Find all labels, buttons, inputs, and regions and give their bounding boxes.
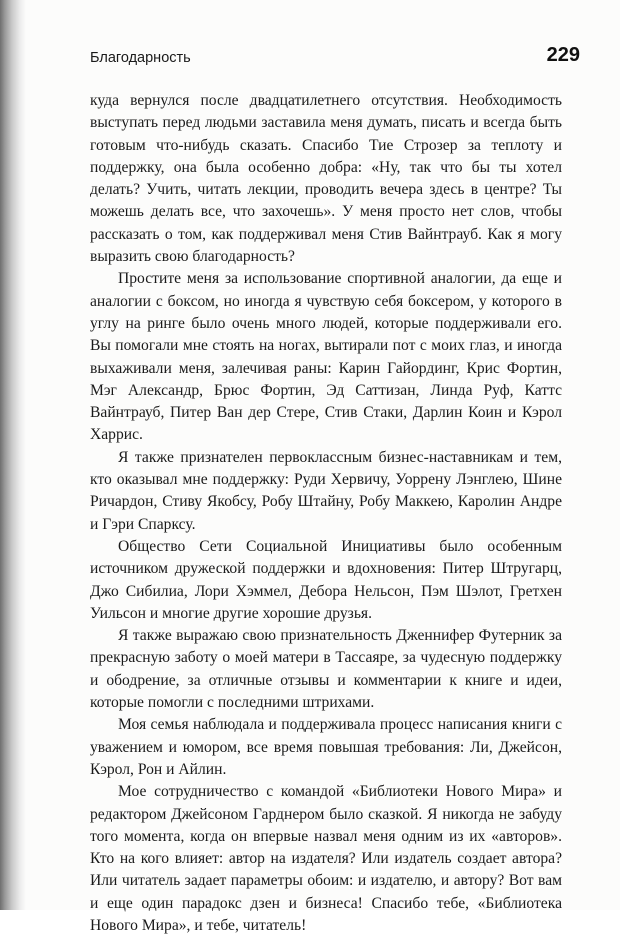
paragraph: Мое сотрудничество с командой «Библиотеки Нового Мира» и редактором Джейсоном Гарднером было сказкой. Я никогда не забуду того момента, когда он впервые назвал меня одним из их «авторов». Кто на кого влияет: автор на издателя? Или издатель создает автора? Или читатель задает параметры обоим: и издателю, и автору? Вот вам и еще один парадокс дзен и бизнеса! Спасибо тебе, «Библиотека Нового Мира», и тебе, читатель!: [90, 783, 562, 934]
paragraph: Общество Сети Социальной Инициативы было особенным источником дружеской поддержки и вдохновения: Питер Штругарц, Джо Сибилиа, Лори Хэммел, Дебора Нельсон, Пэм Шэлот, Гретхен Уильсон и многие другие хорошие друзья.: [90, 537, 562, 622]
page-number: 229: [546, 44, 580, 66]
running-head: Благодарность: [90, 50, 191, 66]
page-header: [90, 44, 580, 74]
page-body: [90, 90, 562, 937]
page-gutter-shadow: [0, 0, 26, 910]
paragraph: Простите меня за использование спортивной аналогии, да еще и аналогии с боксом, но иногда я чувствую себя боксером, у которого в углу на ринге было очень много людей, которые поддерживали его. Вы помогали мне стоять на ногах, вытирали пот с моих глаз, и иногда выхаживали меня, залечивая раны: Карин Гайординг, Крис Фортин, Мэг Александр, Брюс Фортин, Эд Саттизан, Линда Руф, Каттс Вайнтрауб, Питер Ван дер Стере, Стив Стаки, Дарлин Коин и Кэрол Харрис.: [90, 270, 562, 444]
paragraph: Я также признателен первоклассным бизнес-наставникам и тем, кто оказывал мне поддержку: Руди Хервичу, Уоррену Лэнглею, Шине Ричардон, Стиву Якобсу, Робу Штайну, Робу Маккею, Каролин Андре и Гэри Спарксу.: [90, 448, 562, 533]
paragraph: куда вернулся после двадцатилетнего отсутствия. Необходимость выступать перед людьми заставила меня думать, писать и всегда быть готовым что-нибудь сказать. Спасибо Тие Строзер за теплоту и поддержку, она была особенно добра: «Ну, так что бы ты хотел делать? Учить, читать лекции, проводить вечера здесь в центре? Ты можешь делать все, что захочешь». У меня просто нет слов, чтобы рассказать о том, как поддерживал меня Стив Вайнтрауб. Как я могу выразить свою благодарность?: [90, 92, 562, 266]
paragraph: Моя семья наблюдала и поддерживала процесс написания книги с уважением и юмором, все время повышая требования: Ли, Джейсон, Кэрол, Рон и Айлин.: [90, 716, 562, 778]
paragraph: Я также выражаю свою признательность Дженнифер Футерник за прекрасную заботу о моей матери в Тассаяре, за чудесную поддержку и ободрение, за отличные отзывы и комментарии к книге и идеи, которые помогли с последними штрихами.: [90, 627, 562, 712]
